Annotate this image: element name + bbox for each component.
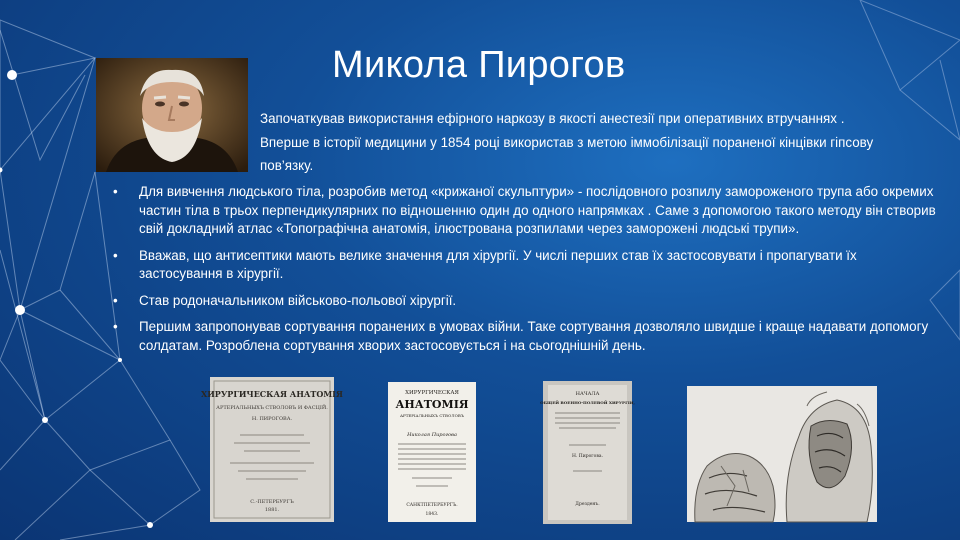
book2-year: 1843. <box>425 512 439 517</box>
intro-line: Започаткував використання ефірного наркозу в якості анестезії при оперативних втручаннях . <box>260 111 845 126</box>
intro-line: пов’язку. <box>260 158 314 173</box>
bullet-dot: • <box>113 184 118 199</box>
bullet-item <box>113 183 943 239</box>
bullet-item <box>113 318 943 355</box>
book1-year: 1881. <box>264 507 280 513</box>
bullet-text: Став родоначальником військово-польової хірургії. <box>139 292 457 308</box>
book-cover-surgical-anatomy-1843 <box>388 382 476 522</box>
book3-author: Н. Пирогова. <box>571 454 604 459</box>
bullet-dot: • <box>113 319 118 334</box>
slide-title: Микола Пирогов <box>332 44 626 86</box>
bullet-dot: • <box>113 247 118 263</box>
bullet-dot: • <box>113 292 118 308</box>
book3-top: НАЧАЛА <box>575 391 600 397</box>
bullet-text: Першим запропонував сортування поранених в умовах війни. Таке сортування дозволяло швидше і краще надавати допомогу солдатам. Розроблена сортування хворих застосовується і на сьогоднішній день. <box>139 319 929 353</box>
book2-title: АНАТОМІЯ <box>395 398 469 411</box>
intro-line: Вперше в історії медицини у 1854 році використав з метою іммобілізації пораненої кінцівки гіпсову <box>260 134 874 150</box>
book2-top: ХИРУРГИЧЕСКАЯ <box>405 390 459 396</box>
bullet-list <box>113 183 943 363</box>
book2-author: Николая Пирогова <box>407 432 457 438</box>
bullet-text: Вважав, що антисептики мають велике значення для хірургії. У числі перших став їх застосовувати і пропагувати їх застосування в хірургії. <box>139 247 857 281</box>
book1-subtitle: АРТЕРІАЛЬНЫХЪ СТВОЛОВЪ И ФАСЦІЙ. <box>216 405 328 411</box>
intro-text <box>260 107 950 178</box>
book-cover-surgical-anatomy-1881 <box>201 377 343 522</box>
book2-subtitle: АРТЕРІАЛЬНЫХЪ СТВОЛОВЪ <box>399 413 465 418</box>
book3-city: Дрезденъ. <box>575 502 600 507</box>
bullet-item <box>113 247 943 284</box>
book2-city: САНКТПЕТЕРБУРГЪ. <box>406 503 458 508</box>
book3-title: ОБЩЕЙ ВОЕННО-ПОЛЕВОЙ ХИРУРГІИ, <box>540 400 635 405</box>
bullet-text: Для вивчення людського тіла, розробив метод «крижаної скульптури» - послідовного розпилу замороженого трупа або окремих частин тіла в трьох перпендикулярних по відношенню один до одного напрямках . Саме з допомогою такого методу він створив свій докладний атлас «Топографічна анатомія, ілюстрована розпилами через заморожені людські трупи». <box>139 184 936 236</box>
book1-author: Н. ПИРОГОВА. <box>251 416 293 422</box>
book1-city: С.-ПЕТЕРБУРГЪ <box>250 499 294 505</box>
portrait-photo <box>96 58 248 172</box>
bullet-item <box>113 292 943 311</box>
book-cover-military-surgery <box>540 381 635 524</box>
anatomical-illustration <box>687 386 877 522</box>
book1-title: ХИРУРГИЧЕСКАЯ АНАТОМІЯ <box>201 389 343 399</box>
